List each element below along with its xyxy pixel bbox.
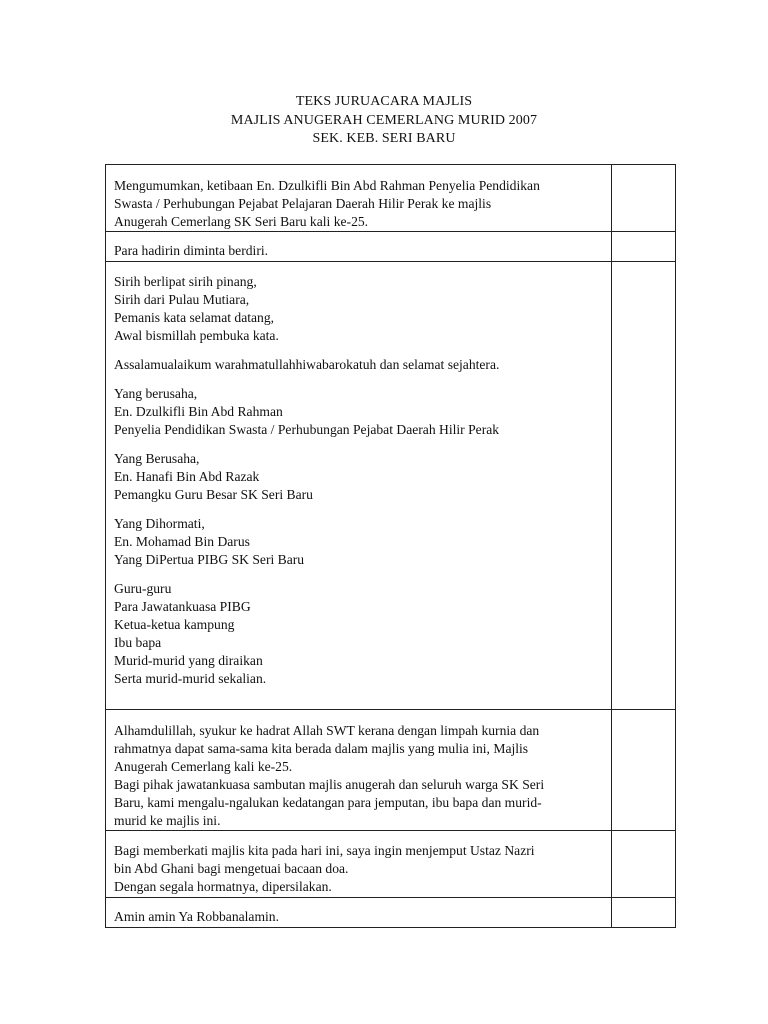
script-line: Bagi memberkati majlis kita pada hari ini, saya ingin menjemput Ustaz Nazri	[114, 843, 535, 858]
greeting-line: Yang DiPertua PIBG SK Seri Baru	[114, 552, 305, 567]
greeting-line: Serta murid-murid sekalian.	[114, 671, 267, 686]
script-line: Anugerah Cemerlang SK Seri Baru kali ke-25.	[114, 214, 369, 229]
check-cell	[612, 710, 676, 831]
script-line: Para hadirin diminta berdiri.	[114, 243, 269, 258]
greeting-line: Pemangku Guru Besar SK Seri Baru	[114, 487, 313, 502]
greeting-line: Penyelia Pendidikan Swasta / Perhubungan Pejabat Daerah Hilir Perak	[114, 422, 500, 437]
document-header	[0, 93, 768, 149]
check-cell	[612, 232, 676, 262]
pantun-line: Awal bismillah pembuka kata.	[114, 328, 279, 343]
pantun-line: Sirih dari Pulau Mutiara,	[114, 292, 250, 307]
check-cell	[612, 262, 676, 710]
greeting-line: Ketua-ketua kampung	[114, 617, 235, 632]
salam-line: Assalamualaikum warahmatullahhiwabarokatuh dan selamat sejahtera.	[114, 357, 500, 372]
script-line: Anugerah Cemerlang kali ke-25.	[114, 759, 293, 774]
script-cell	[106, 831, 612, 898]
script-line: Mengumumkan, ketibaan En. Dzulkifli Bin Abd Rahman Penyelia Pendidikan	[114, 178, 540, 193]
emcee-script-table	[105, 164, 676, 928]
greeting-block	[114, 515, 607, 569]
greeting-line: En. Dzulkifli Bin Abd Rahman	[114, 404, 283, 419]
greeting-line: Yang Berusaha,	[114, 451, 200, 466]
script-cell	[106, 232, 612, 262]
script-cell	[106, 262, 612, 710]
script-line: Alhamdulillah, syukur ke hadrat Allah SWT kerana dengan limpah kurnia dan	[114, 723, 540, 738]
header-event: MAJLIS ANUGERAH CEMERLANG MURID 2007	[230, 112, 538, 128]
greeting-line: Guru-guru	[114, 581, 172, 596]
greeting-block	[114, 385, 607, 439]
greeting-line: En. Hanafi Bin Abd Razak	[114, 469, 260, 484]
script-cell	[106, 165, 612, 232]
greeting-line: En. Mohamad Bin Darus	[114, 534, 250, 549]
pantun-block	[114, 273, 607, 345]
script-line: murid ke majlis ini.	[114, 813, 221, 828]
pantun-line: Sirih berlipat sirih pinang,	[114, 274, 257, 289]
greeting-line: Murid-murid yang diraikan	[114, 653, 263, 668]
script-line: Dengan segala hormatnya, dipersilakan.	[114, 879, 332, 894]
table-row	[106, 831, 676, 898]
script-cell	[106, 898, 612, 928]
salam-block	[114, 356, 607, 374]
header-title: TEKS JURUACARA MAJLIS	[295, 94, 473, 109]
check-cell	[612, 831, 676, 898]
pantun-line: Pemanis kata selamat datang,	[114, 310, 275, 325]
check-cell	[612, 165, 676, 232]
script-line: Baru, kami mengalu-ngalukan kedatangan para jemputan, ibu bapa dan murid-	[114, 795, 542, 810]
greeting-block	[114, 450, 607, 504]
greeting-block	[114, 580, 607, 688]
script-line: Amin amin Ya Robbanalamin.	[114, 909, 280, 924]
header-school: SEK. KEB. SERI BARU	[312, 131, 456, 146]
script-cell	[106, 710, 612, 831]
greeting-line: Yang Dihormati,	[114, 516, 205, 531]
greeting-line: Yang berusaha,	[114, 386, 198, 401]
script-line: bin Abd Ghani bagi mengetuai bacaan doa.	[114, 861, 349, 876]
table-row	[106, 165, 676, 232]
table-row	[106, 262, 676, 710]
greeting-line: Para Jawatankuasa PIBG	[114, 599, 251, 614]
check-cell	[612, 898, 676, 928]
script-line: Swasta / Perhubungan Pejabat Pelajaran Daerah Hilir Perak ke majlis	[114, 196, 492, 211]
script-line: Bagi pihak jawatankuasa sambutan majlis anugerah dan seluruh warga SK Seri	[114, 777, 545, 792]
greeting-line: Ibu bapa	[114, 635, 162, 650]
table-row	[106, 898, 676, 928]
table-row	[106, 232, 676, 262]
table-row	[106, 710, 676, 831]
script-line: rahmatnya dapat sama-sama kita berada dalam majlis yang mulia ini, Majlis	[114, 741, 529, 756]
